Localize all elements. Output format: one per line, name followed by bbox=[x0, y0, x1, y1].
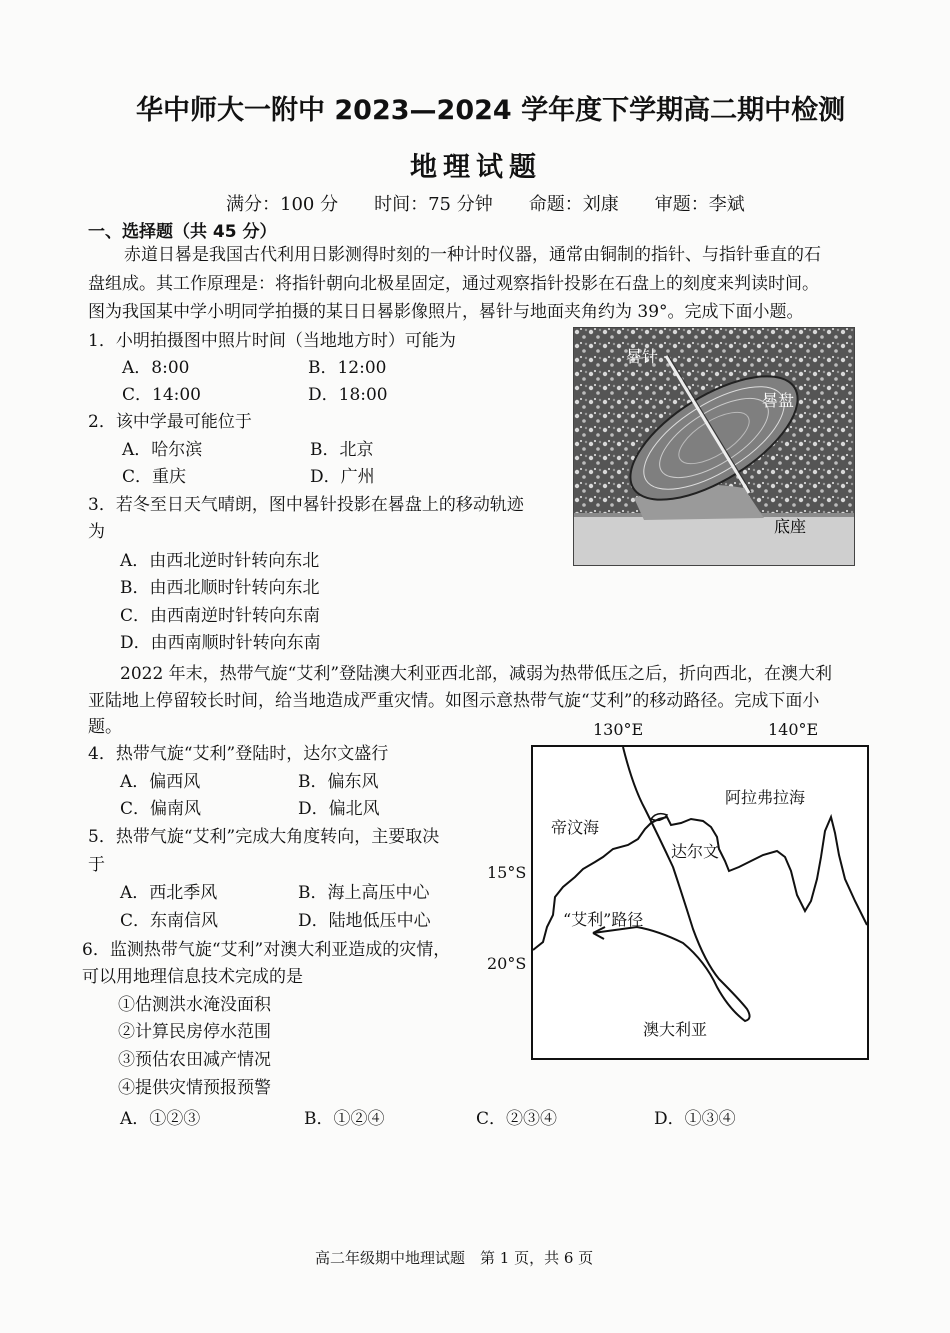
exam-title: 华中师大一附中 2023—2024 学年度下学期高二期中检测 bbox=[136, 95, 846, 126]
page-footer: 高二年级期中地理试题 第 1 页，共 6 页 bbox=[315, 1249, 594, 1267]
photo-label-base: 底座 bbox=[774, 517, 807, 536]
q6-item-4: ④提供灾情预报预警 bbox=[118, 1078, 271, 1098]
photo-label-pointer: 晷针 bbox=[626, 347, 659, 366]
map-city-darwin: 达尔文 bbox=[671, 842, 720, 861]
section-heading: 一、选择题（共 45 分） bbox=[88, 222, 277, 242]
q6-option-a: A．①②③ bbox=[120, 1109, 201, 1129]
passage2-line-2: 亚陆地上停留较长时间，给当地造成严重灾情。如图示意热带气旋“艾利”的移动路径。完成下面小 bbox=[88, 691, 820, 711]
q2-option-b: B．北京 bbox=[310, 440, 374, 460]
q6-stem-line-1: 6．监测热带气旋“艾利”对澳大利亚造成的灾情， bbox=[82, 940, 451, 960]
q4-stem: 4．热带气旋“艾利”登陆时，达尔文盛行 bbox=[88, 744, 389, 764]
q5-stem-line-2: 于 bbox=[88, 855, 105, 875]
map-lat-15: 15°S bbox=[487, 863, 527, 882]
passage1-line-1: 赤道日晷是我国古代利用日影测得时刻的一种计时仪器，通常由铜制的指针、与指针垂直的石 bbox=[124, 245, 821, 265]
q6-item-1: ①估测洪水淹没面积 bbox=[118, 995, 271, 1015]
q5-option-b: B．海上高压中心 bbox=[298, 883, 430, 903]
cyclone-path-map bbox=[531, 745, 869, 1060]
map-graphic bbox=[533, 747, 867, 1058]
sundial-photo bbox=[573, 327, 855, 566]
q3-stem-line-1: 3．若冬至日天气晴朗，图中晷针投影在晷盘上的移动轨迹 bbox=[88, 495, 524, 515]
q5-option-c: C．东南信风 bbox=[120, 911, 219, 931]
q3-option-c: C．由西南逆时针转向东南 bbox=[120, 606, 321, 626]
q2-option-a: A．哈尔滨 bbox=[122, 440, 203, 460]
map-sea-arafura: 阿拉弗拉海 bbox=[725, 788, 806, 807]
q6-stem-line-2: 可以用地理信息技术完成的是 bbox=[82, 967, 303, 987]
q3-stem-line-2: 为 bbox=[88, 522, 105, 542]
q4-option-c: C．偏南风 bbox=[120, 799, 202, 819]
q2-option-c: C．重庆 bbox=[122, 467, 187, 487]
exam-meta: 满分：100 分 时间：75 分钟 命题：刘康 审题：李斌 bbox=[226, 194, 745, 215]
map-path-label: “艾利”路径 bbox=[563, 910, 644, 929]
q6-option-b: B．①②④ bbox=[304, 1109, 385, 1129]
q1-option-b: B．12:00 bbox=[308, 358, 387, 378]
map-lat-20: 20°S bbox=[487, 954, 527, 973]
q1-option-d: D．18:00 bbox=[308, 385, 388, 405]
passage1-line-2: 盘组成。其工作原理是：将指针朝向北极星固定，通过观察指针投影在石盘上的刻度来判读时间。 bbox=[88, 274, 819, 294]
q2-stem: 2．该中学最可能位于 bbox=[88, 412, 252, 432]
map-lon-140: 140°E bbox=[768, 720, 819, 739]
q3-option-b: B．由西北顺时针转向东北 bbox=[120, 578, 320, 598]
q4-option-b: B．偏东风 bbox=[298, 772, 379, 792]
q6-item-2: ②计算民房停水范围 bbox=[118, 1022, 271, 1042]
photo-label-dial: 晷盘 bbox=[762, 391, 795, 410]
map-sea-timor: 帝汶海 bbox=[551, 818, 600, 837]
q5-option-d: D．陆地低压中心 bbox=[298, 911, 431, 931]
q1-option-a: A．8:00 bbox=[122, 358, 190, 378]
q3-option-d: D．由西南顺时针转向东南 bbox=[120, 633, 321, 653]
q1-option-c: C．14:00 bbox=[122, 385, 201, 405]
q2-option-d: D．广州 bbox=[310, 467, 375, 487]
sundial-photo-graphic bbox=[574, 328, 854, 565]
q4-option-a: A．偏西风 bbox=[120, 772, 201, 792]
passage2-line-3: 题。 bbox=[88, 717, 122, 737]
exam-subtitle: 地理试题 bbox=[410, 152, 542, 183]
q5-option-a: A．西北季风 bbox=[120, 883, 218, 903]
passage2-line-1: 2022 年末，热带气旋“艾利”登陆澳大利亚西北部，减弱为热带低压之后，折向西北，在澳大利 bbox=[120, 664, 833, 684]
q3-option-a: A．由西北逆时针转向东北 bbox=[120, 551, 320, 571]
map-country-label: 澳大利亚 bbox=[643, 1020, 708, 1039]
map-lon-130: 130°E bbox=[593, 720, 644, 739]
q6-option-d: D．①③④ bbox=[654, 1109, 736, 1129]
passage1-line-3: 图为我国某中学小明同学拍摄的某日日晷影像照片，晷针与地面夹角约为 39°。完成下面小题。 bbox=[88, 302, 804, 322]
q1-stem: 1．小明拍摄图中照片时间（当地地方时）可能为 bbox=[88, 331, 456, 351]
q5-stem-line-1: 5．热带气旋“艾利”完成大角度转向，主要取决 bbox=[88, 827, 440, 847]
q6-option-c: C．②③④ bbox=[476, 1109, 558, 1129]
q6-item-3: ③预估农田减产情况 bbox=[118, 1050, 271, 1070]
q4-option-d: D．偏北风 bbox=[298, 799, 380, 819]
